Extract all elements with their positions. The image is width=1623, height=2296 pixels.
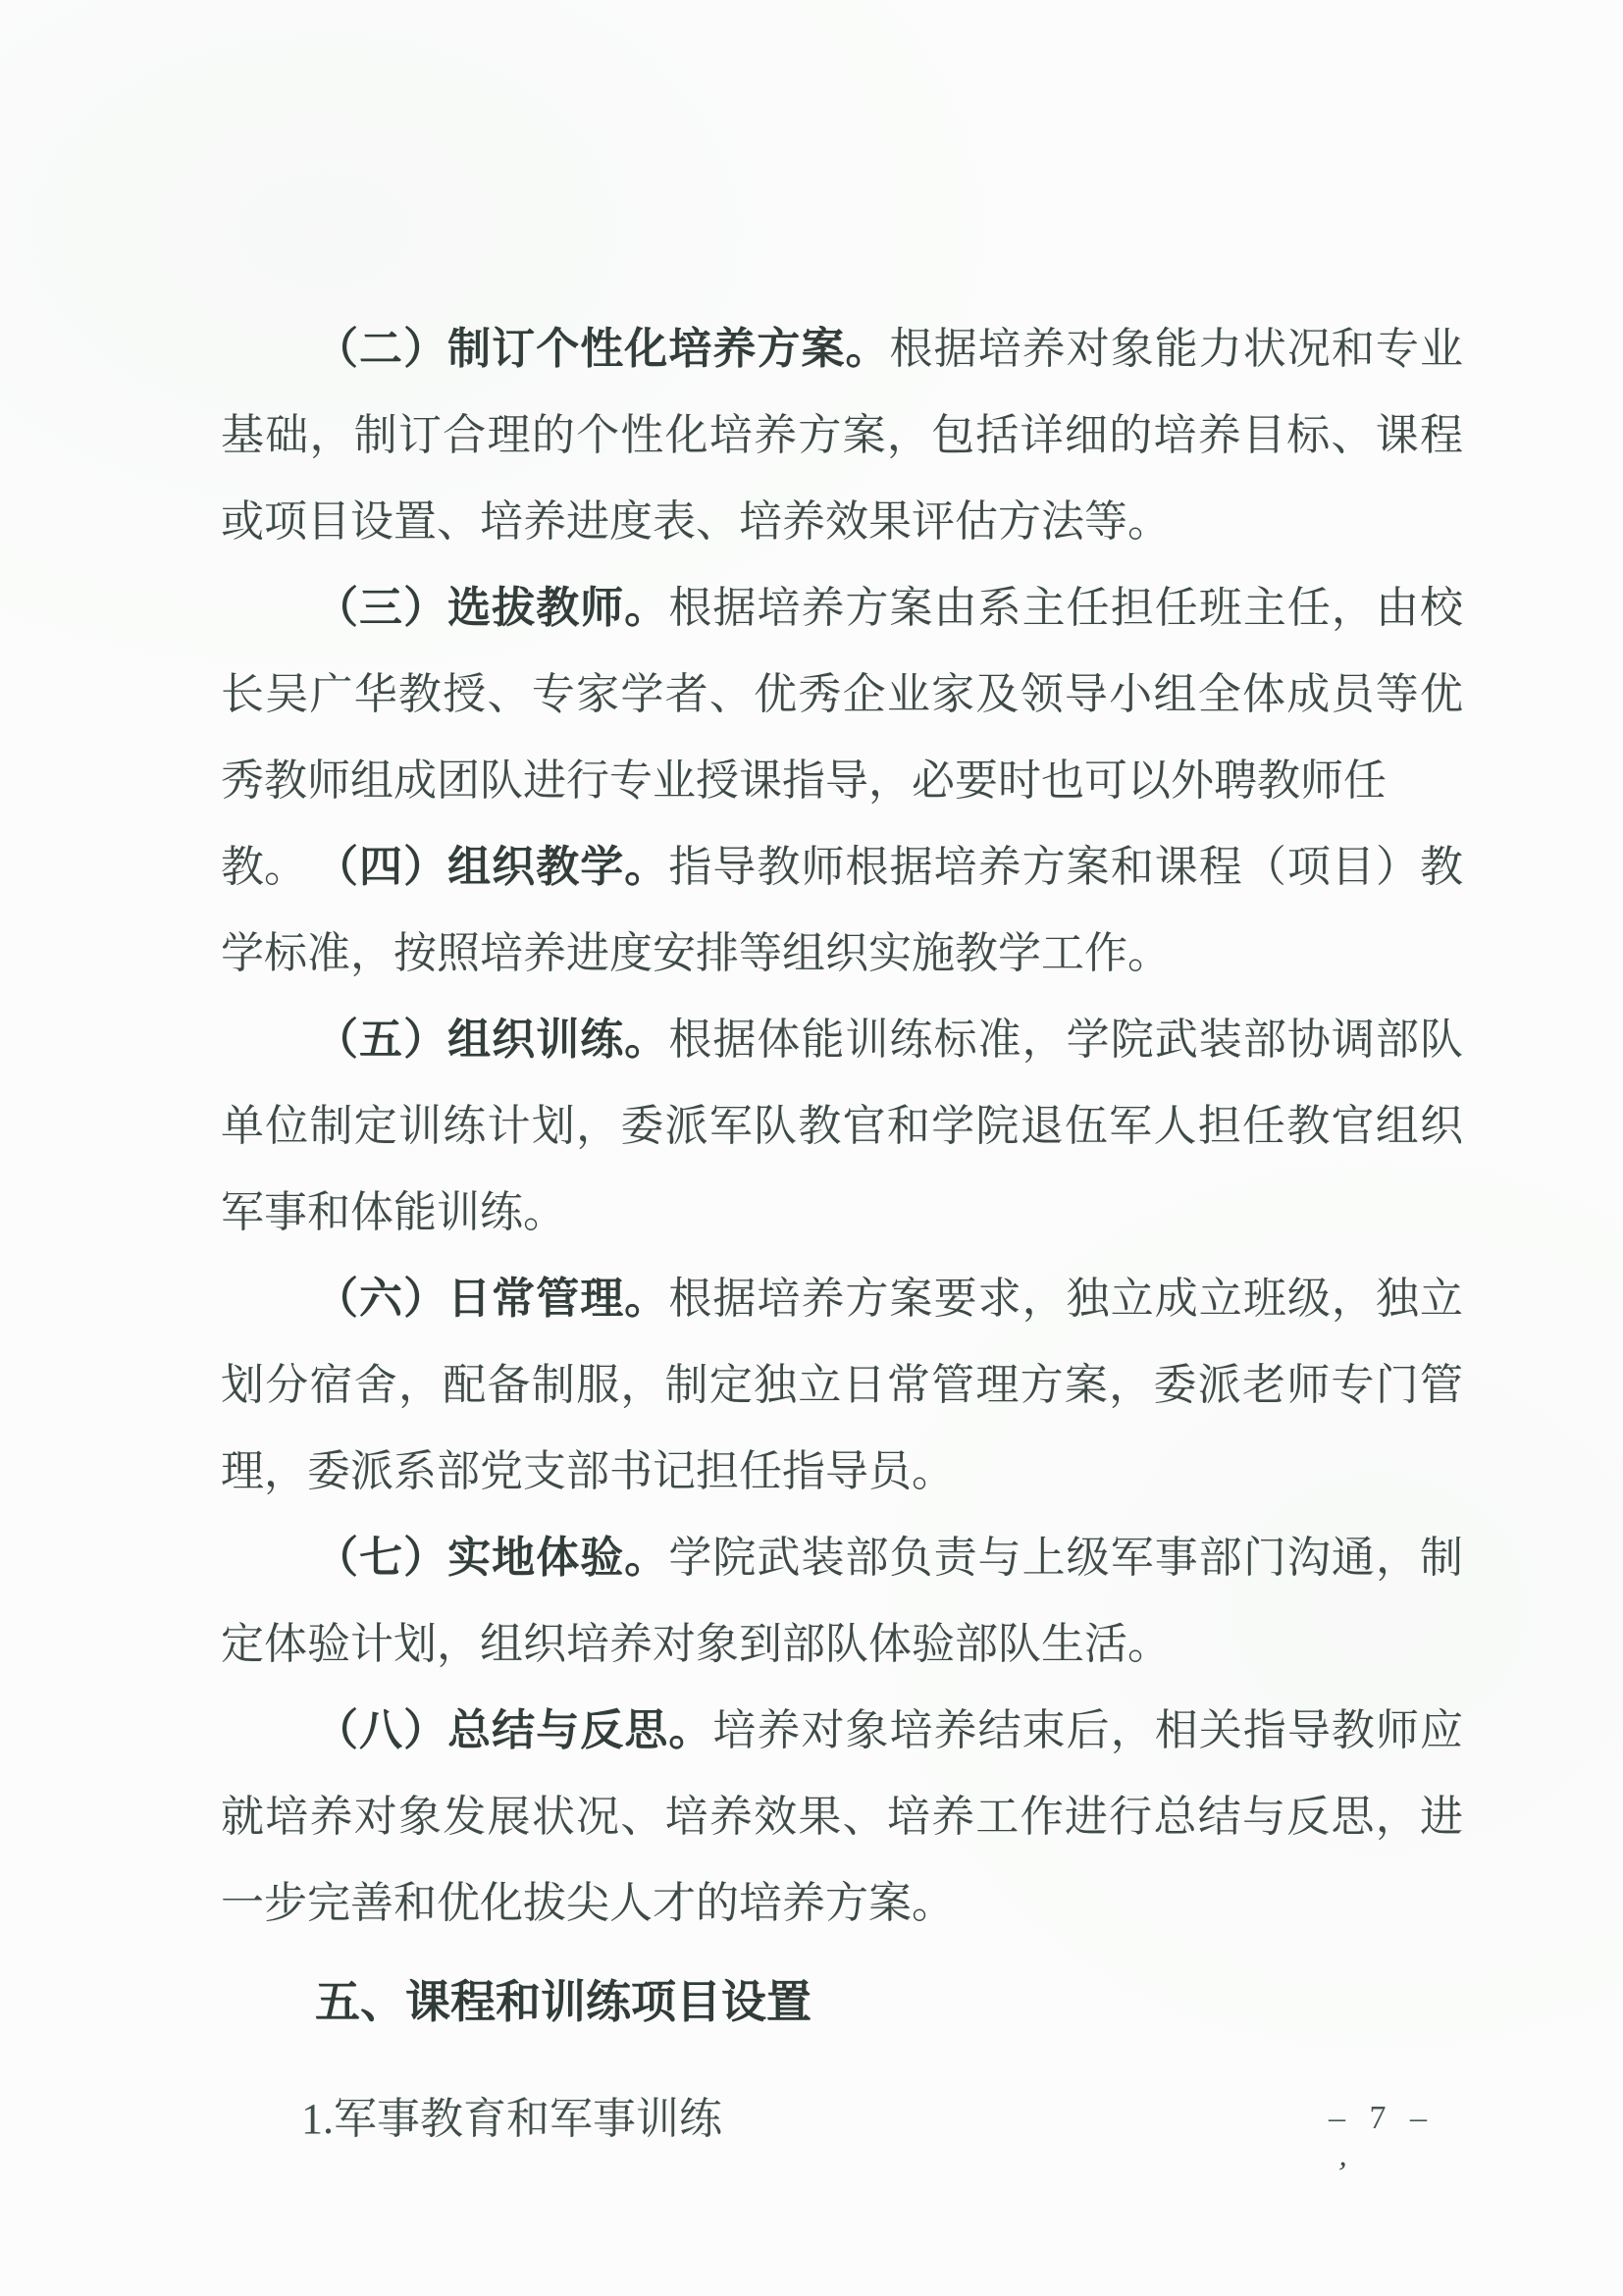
text-line [221, 2076, 1463, 2163]
text-line [221, 479, 1463, 565]
line-text: 或项目设置、培养进度表、培养效果评估方法等。 [221, 497, 1171, 546]
text-line [221, 997, 1463, 1083]
text-line [221, 1860, 1463, 1947]
line-text: 1.军事教育和军事训练 [301, 2095, 722, 2143]
text-line [221, 1083, 1463, 1170]
text-line [221, 1429, 1463, 1515]
line-text: 秀教师组成团队进行专业授课指导，必要时也可以外聘教师任教。 [221, 757, 1387, 891]
paragraph [221, 306, 1463, 565]
section-heading [221, 1958, 1463, 2045]
paragraph [221, 824, 1463, 997]
paragraph [221, 1688, 1463, 1947]
text-line [221, 1688, 1463, 1774]
line-text: 理，委派系部党支部书记担任指导员。 [221, 1447, 955, 1495]
section-lead: （四）组织教学。 [315, 843, 669, 891]
text-line [221, 392, 1463, 479]
line-text: 学院武装部负责与上级军事部门沟通，制 [668, 1534, 1464, 1582]
text-line [221, 1342, 1463, 1429]
line-text: 根据培养方案要求，独立成立班级，独立 [668, 1275, 1464, 1323]
document-body [221, 306, 1463, 2163]
line-text: 学标准，按照培养进度安排等组织实施教学工作。 [221, 929, 1171, 977]
paragraph [221, 1256, 1463, 1515]
line-text: 根据培养对象能力状况和专业 [889, 325, 1464, 373]
section-lead: （二）制订个性化培养方案。 [315, 325, 890, 373]
section-lead: 五、课程和训练项目设置 [315, 1976, 812, 2027]
section-lead: （三）选拔教师。 [315, 584, 669, 632]
text-line [221, 306, 1463, 392]
line-text: 根据体能训练标准，学院武装部协调部队 [668, 1016, 1464, 1064]
text-line [221, 652, 1463, 738]
line-text: 军事和体能训练。 [221, 1188, 566, 1236]
line-text: 定体验计划，组织培养对象到部队体验部队生活。 [221, 1620, 1171, 1668]
line-text: 培养对象培养结束后，相关指导教师应 [712, 1706, 1463, 1754]
line-text: 一步完善和优化拔尖人才的培养方案。 [221, 1879, 955, 1927]
line-text: 单位制定训练计划，委派军队教官和学院退伍军人担任教官组织 [221, 1102, 1463, 1150]
page-number: – 7 – [1329, 2100, 1429, 2136]
line-text: 指导教师根据培养方案和课程（项目）教 [668, 843, 1464, 891]
text-line [221, 911, 1463, 997]
section-lead: （六）日常管理。 [315, 1275, 669, 1323]
text-line [221, 1170, 1463, 1256]
line-text: 根据培养方案由系主任担任班主任，由校 [668, 584, 1464, 632]
section-lead: （八）总结与反思。 [315, 1706, 713, 1754]
text-line [221, 1601, 1463, 1688]
section-sub [221, 2076, 1463, 2163]
text-line [221, 1774, 1463, 1860]
line-text: 长吴广华教授、专家学者、优秀企业家及领导小组全体成员等优 [221, 670, 1463, 718]
section-lead: （七）实地体验。 [315, 1534, 669, 1582]
section-lead: （五）组织训练。 [315, 1016, 669, 1064]
text-line [221, 565, 1463, 652]
line-text: 基础，制订合理的个性化培养方案，包括详细的培养目标、课程 [221, 411, 1463, 459]
ink-artifact: , [1337, 2136, 1351, 2173]
text-line [221, 1256, 1463, 1342]
text-line [221, 1958, 1463, 2045]
line-text: 就培养对象发展状况、培养效果、培养工作进行总结与反思，进 [221, 1793, 1463, 1841]
line-text: 划分宿舍，配备制服，制定独立日常管理方案，委派老师专门管 [221, 1361, 1463, 1409]
text-line [221, 824, 1463, 911]
paragraph [221, 1515, 1463, 1688]
paragraph [221, 997, 1463, 1256]
text-line [221, 1515, 1463, 1601]
